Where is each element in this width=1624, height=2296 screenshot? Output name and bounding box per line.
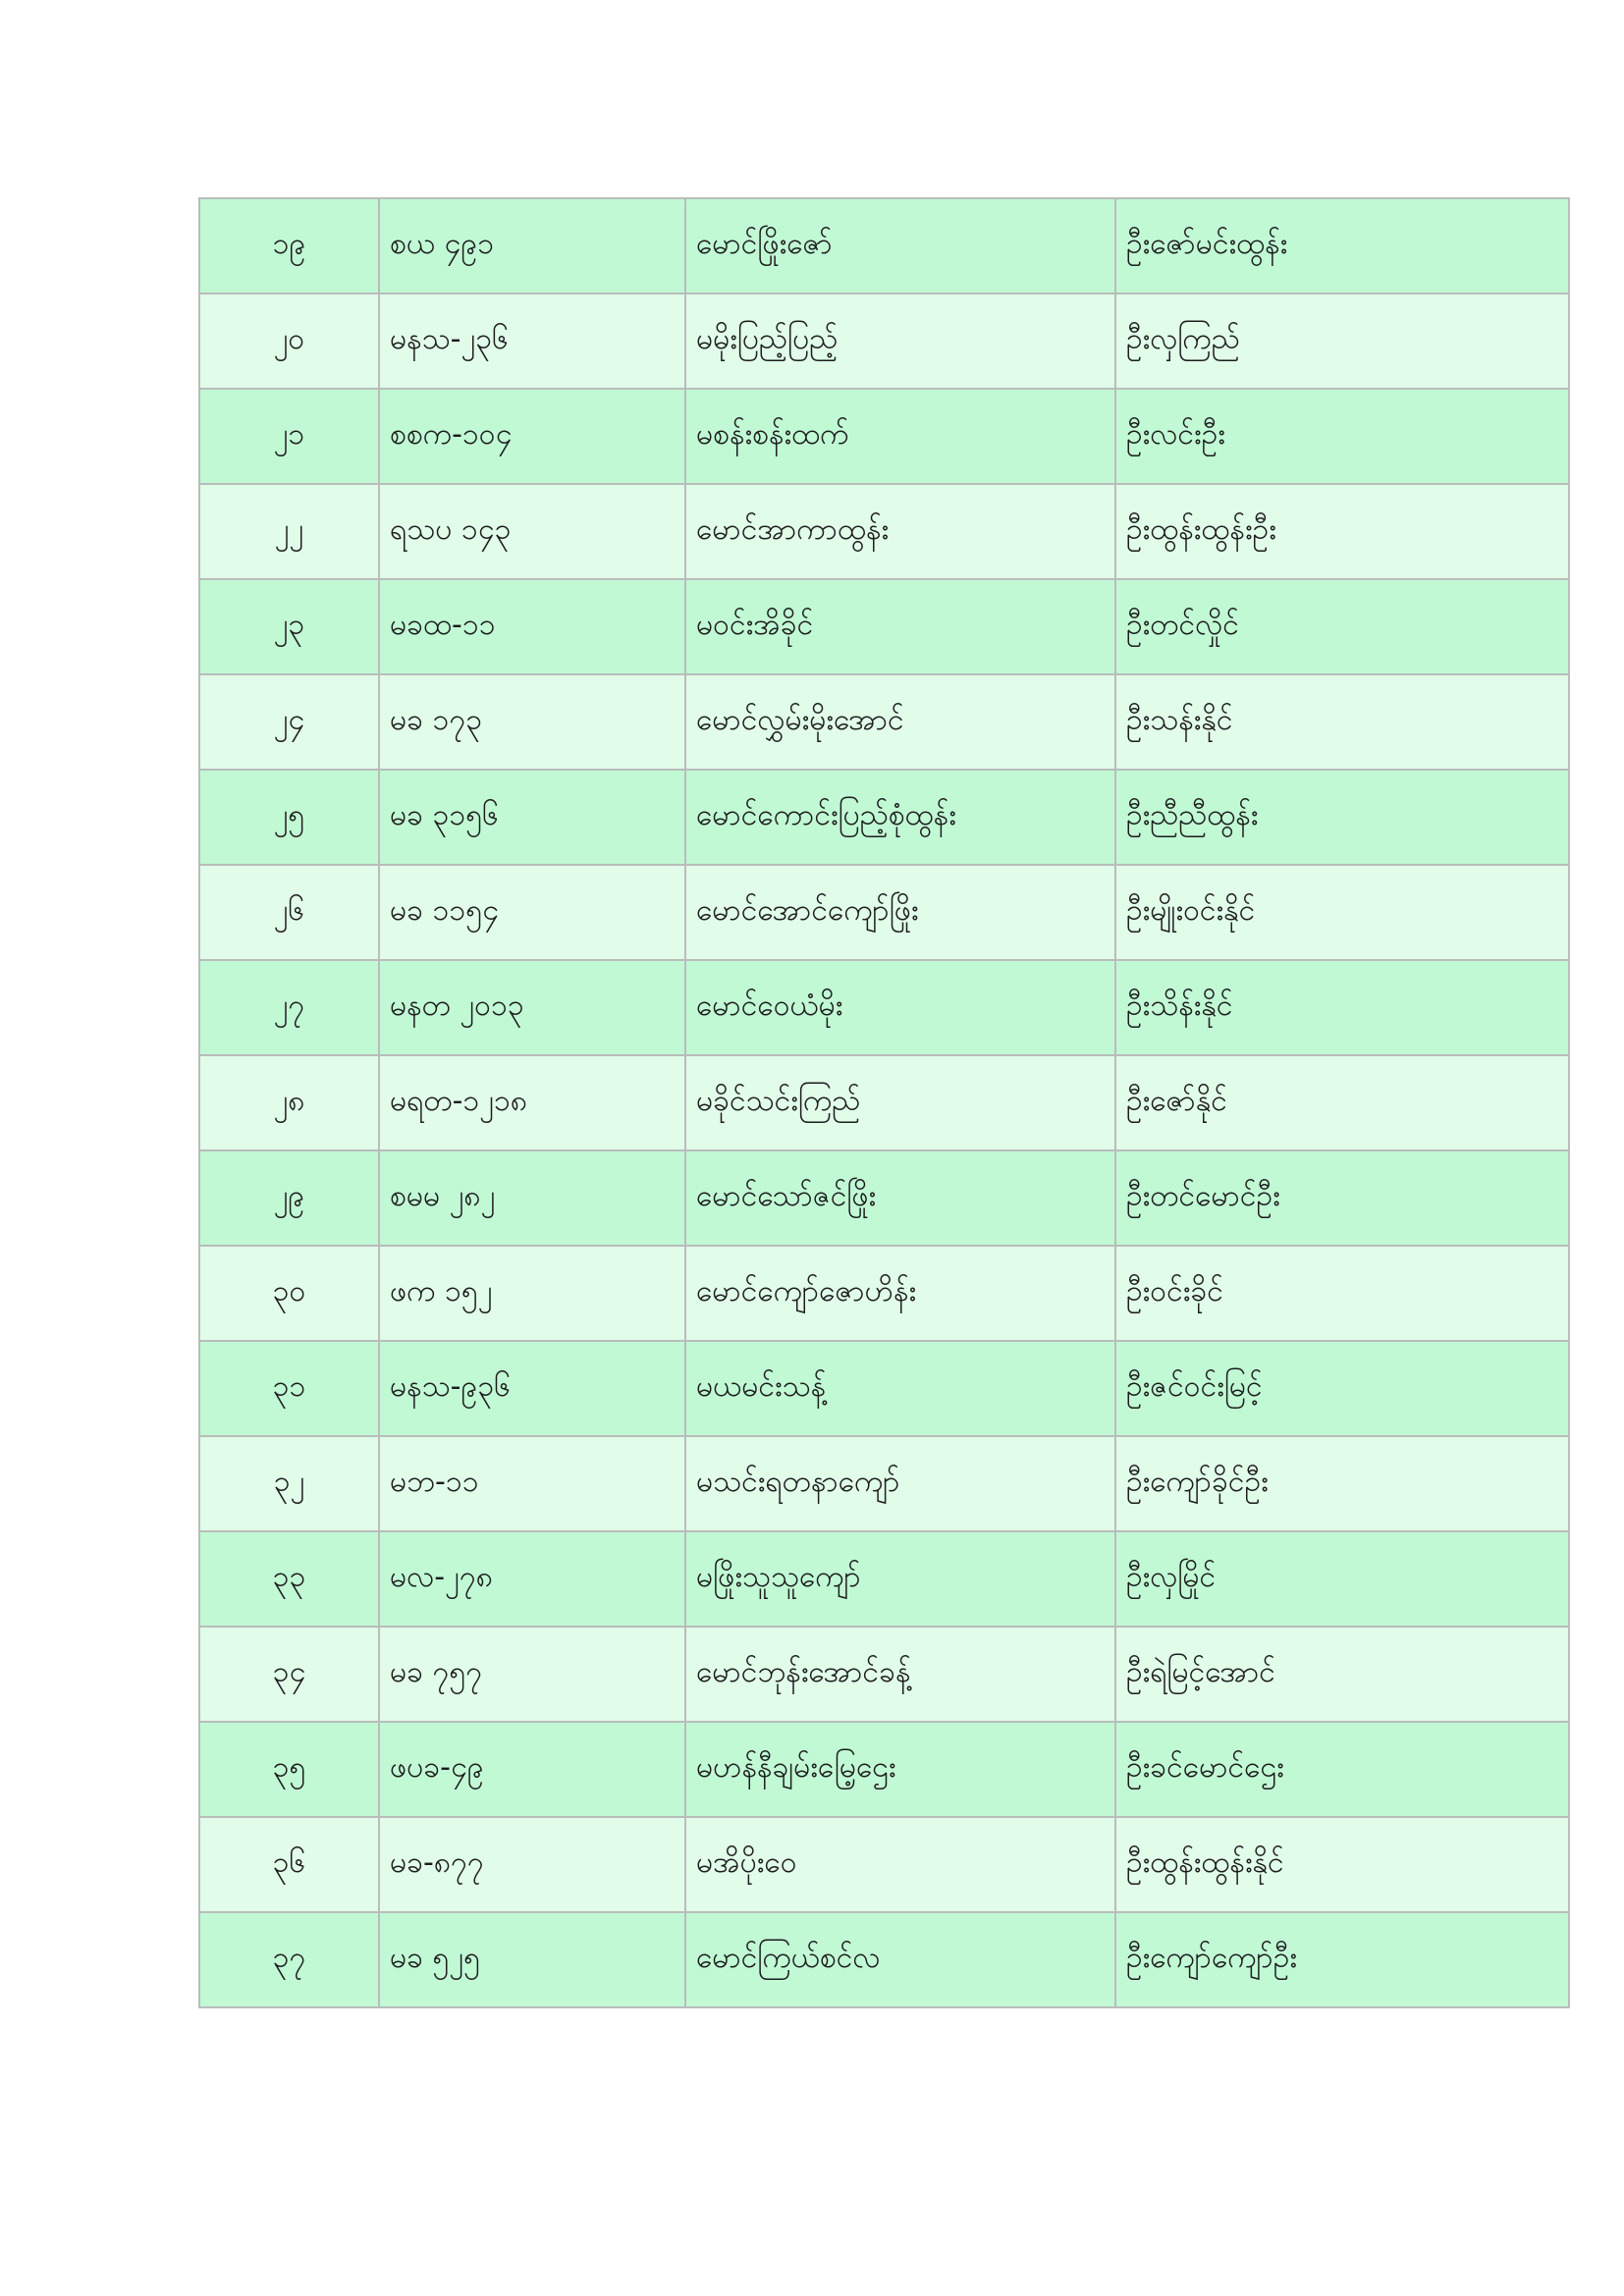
- table-row: [199, 294, 1569, 389]
- nrc-number: မရတ-၁၂၁၈: [379, 1055, 685, 1150]
- table-row: [199, 484, 1569, 579]
- row-number: ၂၇: [199, 960, 379, 1055]
- student-name: မောင်ကျော်ဇောဟိန်း: [685, 1246, 1115, 1341]
- father-name: ဦးဇင်ဝင်းမြင့်: [1115, 1341, 1569, 1436]
- table-row: [199, 1150, 1569, 1246]
- table-row: [199, 770, 1569, 865]
- table-row: [199, 1817, 1569, 1912]
- row-number: ၂၀: [199, 294, 379, 389]
- row-number: ၃၇: [199, 1912, 379, 2007]
- row-number: ၃၃: [199, 1531, 379, 1627]
- table-row: [199, 198, 1569, 294]
- father-name: ဦးကျော်ကျော်ဦး: [1115, 1912, 1569, 2007]
- father-name: ဦးဇော်မင်းထွန်း: [1115, 198, 1569, 294]
- father-name: ဦးလှကြည်: [1115, 294, 1569, 389]
- student-name: မယမင်းသန့်: [685, 1341, 1115, 1436]
- student-name: မောင်အာကာထွန်း: [685, 484, 1115, 579]
- row-number: ၂၄: [199, 674, 379, 770]
- student-name: မမိုးပြည့်ပြည့်: [685, 294, 1115, 389]
- father-name: ဦးကျော်ခိုင်ဦး: [1115, 1436, 1569, 1531]
- row-number: ၂၅: [199, 770, 379, 865]
- student-name: မောင်လွှမ်းမိုးအောင်: [685, 674, 1115, 770]
- father-name: ဦးရဲမြင့်အောင်: [1115, 1627, 1569, 1722]
- nrc-number: စယ ၄၉၁: [379, 198, 685, 294]
- father-name: ဦးခင်မောင်ဌေး: [1115, 1722, 1569, 1817]
- father-name: ဦးညီညီထွန်း: [1115, 770, 1569, 865]
- nrc-number: မခ-၈၇၇: [379, 1817, 685, 1912]
- row-number: ၂၈: [199, 1055, 379, 1150]
- father-name: ဦးသန်းနိုင်: [1115, 674, 1569, 770]
- table-row: [199, 579, 1569, 674]
- father-name: ဦးထွန်းထွန်းနိုင်: [1115, 1817, 1569, 1912]
- student-name: မခိုင်သင်းကြည်: [685, 1055, 1115, 1150]
- table-row: [199, 1531, 1569, 1627]
- row-number: ၃၂: [199, 1436, 379, 1531]
- student-name: မောင်ကြယ်စင်လ: [685, 1912, 1115, 2007]
- student-name: မောင်ဝေယံမိုး: [685, 960, 1115, 1055]
- student-table: [198, 197, 1570, 2008]
- nrc-number: မလ-၂၇၈: [379, 1531, 685, 1627]
- nrc-number: ရသပ ၁၄၃: [379, 484, 685, 579]
- nrc-number: မခ ၃၁၅၆: [379, 770, 685, 865]
- student-name: မောင်သော်ဇင်ဖြိုး: [685, 1150, 1115, 1246]
- row-number: ၃၅: [199, 1722, 379, 1817]
- row-number: ၂၆: [199, 865, 379, 960]
- table-row: [199, 960, 1569, 1055]
- student-name: မသင်းရတနာကျော်: [685, 1436, 1115, 1531]
- student-name: မောင်ဖြိုးဇော်: [685, 198, 1115, 294]
- student-table-body: [199, 198, 1569, 2007]
- nrc-number: မနတ ၂၀၁၃: [379, 960, 685, 1055]
- father-name: ဦးသိန်းနိုင်: [1115, 960, 1569, 1055]
- father-name: ဦးလင်းဦး: [1115, 389, 1569, 484]
- table-row: [199, 1912, 1569, 2007]
- nrc-number: မခ ၅၂၅: [379, 1912, 685, 2007]
- nrc-number: မခ ၁၁၅၄: [379, 865, 685, 960]
- student-name: မောင်ဘုန်းအောင်ခန့်: [685, 1627, 1115, 1722]
- nrc-number: ဖက ၁၅၂: [379, 1246, 685, 1341]
- row-number: ၂၉: [199, 1150, 379, 1246]
- row-number: ၃၁: [199, 1341, 379, 1436]
- nrc-number: စစက-၁၀၄: [379, 389, 685, 484]
- student-name: မဟန်နီချမ်းမြေ့ဌေး: [685, 1722, 1115, 1817]
- table-row: [199, 1627, 1569, 1722]
- row-number: ၃၆: [199, 1817, 379, 1912]
- student-name: မောင်ကောင်းပြည့်စုံထွန်း: [685, 770, 1115, 865]
- nrc-number: စမမ ၂၈၂: [379, 1150, 685, 1246]
- father-name: ဦးတင်မောင်ဦး: [1115, 1150, 1569, 1246]
- father-name: ဦးလှမြိုင်: [1115, 1531, 1569, 1627]
- student-name: မအိပိုးဝေ: [685, 1817, 1115, 1912]
- table-row: [199, 674, 1569, 770]
- table-row: [199, 1055, 1569, 1150]
- nrc-number: မနသ-၂၃၆: [379, 294, 685, 389]
- table-row: [199, 1341, 1569, 1436]
- father-name: ဦးဇော်နိုင်: [1115, 1055, 1569, 1150]
- row-number: ၂၃: [199, 579, 379, 674]
- row-number: ၃၄: [199, 1627, 379, 1722]
- father-name: ဦးမျိုးဝင်းနိုင်: [1115, 865, 1569, 960]
- nrc-number: မခထ-၁၁: [379, 579, 685, 674]
- row-number: ၃၀: [199, 1246, 379, 1341]
- row-number: ၂၂: [199, 484, 379, 579]
- nrc-number: မဘ-၁၁: [379, 1436, 685, 1531]
- nrc-number: မခ ၁၇၃: [379, 674, 685, 770]
- student-name: မဝင်းအိခိုင်: [685, 579, 1115, 674]
- row-number: ၁၉: [199, 198, 379, 294]
- father-name: ဦးတင်လှိုင်: [1115, 579, 1569, 674]
- student-name: မစန်းစန်းထက်: [685, 389, 1115, 484]
- father-name: ဦးထွန်းထွန်းဦး: [1115, 484, 1569, 579]
- table-row: [199, 389, 1569, 484]
- row-number: ၂၁: [199, 389, 379, 484]
- table-row: [199, 1246, 1569, 1341]
- student-list-sheet: [198, 197, 1568, 2008]
- table-row: [199, 1722, 1569, 1817]
- father-name: ဦးဝင်းခိုင်: [1115, 1246, 1569, 1341]
- table-row: [199, 1436, 1569, 1531]
- table-row: [199, 865, 1569, 960]
- nrc-number: ဖပခ-၄၉: [379, 1722, 685, 1817]
- student-name: မဖြိုးသူသူကျော်: [685, 1531, 1115, 1627]
- student-name: မောင်အောင်ကျော်ဖြိုး: [685, 865, 1115, 960]
- nrc-number: မနသ-၉၃၆: [379, 1341, 685, 1436]
- nrc-number: မခ ၇၅၇: [379, 1627, 685, 1722]
